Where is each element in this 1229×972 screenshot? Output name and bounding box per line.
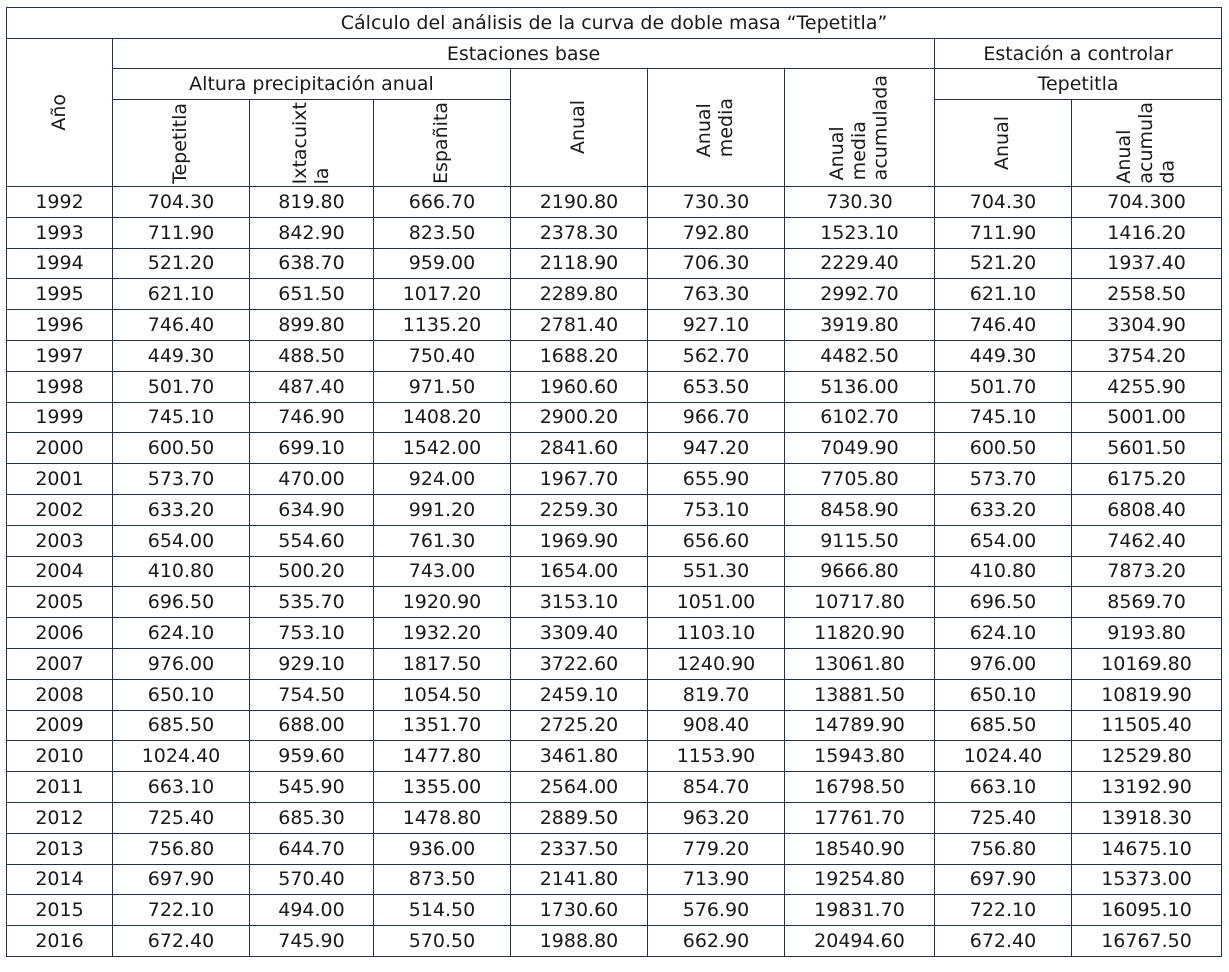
value-cell: 8569.70 (1072, 587, 1222, 618)
value-cell: 745.90 (250, 926, 374, 957)
value-cell: 514.50 (374, 895, 511, 926)
value-cell: 1355.00 (374, 772, 511, 803)
value-cell: 501.70 (935, 371, 1072, 402)
value-cell: 704.30 (935, 187, 1072, 218)
value-cell: 570.50 (374, 926, 511, 957)
table-row (7, 587, 1222, 618)
table-row (7, 310, 1222, 341)
annual-height-header: Altura precipitación anual (113, 69, 511, 100)
value-cell: 663.10 (935, 772, 1072, 803)
value-cell: 573.70 (113, 464, 250, 495)
value-cell: 6175.20 (1072, 464, 1222, 495)
value-cell: 666.70 (374, 187, 511, 218)
value-cell: 1920.90 (374, 587, 511, 618)
table-row (7, 279, 1222, 310)
value-cell: 7873.20 (1072, 556, 1222, 587)
value-cell: 10819.90 (1072, 679, 1222, 710)
value-cell: 1730.60 (511, 895, 648, 926)
table-row (7, 926, 1222, 957)
value-cell: 2141.80 (511, 864, 648, 895)
value-cell: 5136.00 (785, 371, 935, 402)
value-cell: 1135.20 (374, 310, 511, 341)
year-cell: 2012 (7, 802, 113, 833)
col-header-anual-media-acumulada: Anual media acumulada (785, 69, 935, 187)
value-cell: 545.90 (250, 772, 374, 803)
year-cell: 1999 (7, 402, 113, 433)
value-cell: 7705.80 (785, 464, 935, 495)
table-body (7, 187, 1222, 957)
value-cell: 573.70 (935, 464, 1072, 495)
value-cell: 792.80 (648, 217, 785, 248)
value-cell: 756.80 (935, 833, 1072, 864)
value-cell: 11505.40 (1072, 710, 1222, 741)
value-cell: 711.90 (113, 217, 250, 248)
col-header-anual-media: Anual media (648, 69, 785, 187)
value-cell: 14789.90 (785, 710, 935, 741)
value-cell: 947.20 (648, 433, 785, 464)
value-cell: 746.90 (250, 402, 374, 433)
year-cell: 1998 (7, 371, 113, 402)
value-cell: 725.40 (935, 802, 1072, 833)
table-row (7, 525, 1222, 556)
value-cell: 854.70 (648, 772, 785, 803)
table-row (7, 833, 1222, 864)
table-row (7, 556, 1222, 587)
value-cell: 9115.50 (785, 525, 935, 556)
year-cell: 2001 (7, 464, 113, 495)
value-cell: 1477.80 (374, 741, 511, 772)
value-cell: 2378.30 (511, 217, 648, 248)
year-cell: 2008 (7, 679, 113, 710)
value-cell: 2558.50 (1072, 279, 1222, 310)
value-cell: 521.20 (935, 248, 1072, 279)
value-cell: 656.60 (648, 525, 785, 556)
value-cell: 1937.40 (1072, 248, 1222, 279)
table-title: Cálculo del análisis de la curva de doble masa “Tepetitla” (7, 8, 1222, 39)
value-cell: 570.40 (250, 864, 374, 895)
table-row (7, 710, 1222, 741)
value-cell: 754.50 (250, 679, 374, 710)
value-cell: 3304.90 (1072, 310, 1222, 341)
value-cell: 1523.10 (785, 217, 935, 248)
col-header-control-anual: Anual (935, 100, 1072, 187)
table-row (7, 772, 1222, 803)
value-cell: 12529.80 (1072, 741, 1222, 772)
control-name-header: Tepetitla (935, 69, 1222, 100)
value-cell: 16798.50 (785, 772, 935, 803)
value-cell: 410.80 (113, 556, 250, 587)
value-cell: 746.40 (113, 310, 250, 341)
col-header-espanita: Españita (374, 100, 511, 187)
value-cell: 704.300 (1072, 187, 1222, 218)
base-stations-header: Estaciones base (113, 39, 935, 69)
value-cell: 663.10 (113, 772, 250, 803)
value-cell: 3722.60 (511, 648, 648, 679)
value-cell: 842.90 (250, 217, 374, 248)
value-cell: 10169.80 (1072, 648, 1222, 679)
value-cell: 600.50 (935, 433, 1072, 464)
value-cell: 633.20 (935, 494, 1072, 525)
year-cell: 2009 (7, 710, 113, 741)
value-cell: 7462.40 (1072, 525, 1222, 556)
year-cell: 2015 (7, 895, 113, 926)
value-cell: 745.10 (935, 402, 1072, 433)
col-header-tepetitla: Tepetitla (113, 100, 250, 187)
value-cell: 2900.20 (511, 402, 648, 433)
value-cell: 761.30 (374, 525, 511, 556)
value-cell: 4255.90 (1072, 371, 1222, 402)
value-cell: 500.20 (250, 556, 374, 587)
value-cell: 1416.20 (1072, 217, 1222, 248)
value-cell: 621.10 (113, 279, 250, 310)
year-cell: 2000 (7, 433, 113, 464)
value-cell: 655.90 (648, 464, 785, 495)
value-cell: 745.10 (113, 402, 250, 433)
year-cell: 2004 (7, 556, 113, 587)
col-header-anual: Anual (511, 69, 648, 187)
table-row (7, 217, 1222, 248)
value-cell: 494.00 (250, 895, 374, 926)
value-cell: 18540.90 (785, 833, 935, 864)
value-cell: 5601.50 (1072, 433, 1222, 464)
value-cell: 9666.80 (785, 556, 935, 587)
value-cell: 2459.10 (511, 679, 648, 710)
value-cell: 3919.80 (785, 310, 935, 341)
value-cell: 13881.50 (785, 679, 935, 710)
year-cell: 2003 (7, 525, 113, 556)
value-cell: 819.80 (250, 187, 374, 218)
year-header: Año (7, 39, 113, 187)
value-cell: 685.50 (113, 710, 250, 741)
table-row (7, 864, 1222, 895)
value-cell: 20494.60 (785, 926, 935, 957)
value-cell: 650.10 (935, 679, 1072, 710)
value-cell: 19254.80 (785, 864, 935, 895)
value-cell: 823.50 (374, 217, 511, 248)
year-cell: 1994 (7, 248, 113, 279)
value-cell: 722.10 (113, 895, 250, 926)
value-cell: 19831.70 (785, 895, 935, 926)
value-cell: 696.50 (113, 587, 250, 618)
year-cell: 2011 (7, 772, 113, 803)
value-cell: 697.90 (935, 864, 1072, 895)
table-row (7, 618, 1222, 649)
value-cell: 562.70 (648, 340, 785, 371)
value-cell: 1051.00 (648, 587, 785, 618)
value-cell: 706.30 (648, 248, 785, 279)
value-cell: 2564.00 (511, 772, 648, 803)
table-row (7, 464, 1222, 495)
value-cell: 13061.80 (785, 648, 935, 679)
value-cell: 927.10 (648, 310, 785, 341)
table-row (7, 433, 1222, 464)
value-cell: 3153.10 (511, 587, 648, 618)
value-cell: 2229.40 (785, 248, 935, 279)
value-cell: 2289.80 (511, 279, 648, 310)
value-cell: 634.90 (250, 494, 374, 525)
table-row (7, 802, 1222, 833)
value-cell: 2841.60 (511, 433, 648, 464)
table-row (7, 248, 1222, 279)
value-cell: 899.80 (250, 310, 374, 341)
control-station-header: Estación a controlar (935, 39, 1222, 69)
year-cell: 2016 (7, 926, 113, 957)
year-cell: 2006 (7, 618, 113, 649)
value-cell: 730.30 (785, 187, 935, 218)
value-cell: 672.40 (935, 926, 1072, 957)
value-cell: 14675.10 (1072, 833, 1222, 864)
value-cell: 535.70 (250, 587, 374, 618)
value-cell: 410.80 (935, 556, 1072, 587)
table-row (7, 371, 1222, 402)
value-cell: 624.10 (113, 618, 250, 649)
value-cell: 929.10 (250, 648, 374, 679)
value-cell: 1654.00 (511, 556, 648, 587)
value-cell: 17761.70 (785, 802, 935, 833)
value-cell: 15373.00 (1072, 864, 1222, 895)
value-cell: 688.00 (250, 710, 374, 741)
value-cell: 501.70 (113, 371, 250, 402)
value-cell: 449.30 (935, 340, 1072, 371)
year-cell: 1995 (7, 279, 113, 310)
value-cell: 1017.20 (374, 279, 511, 310)
value-cell: 600.50 (113, 433, 250, 464)
value-cell: 971.50 (374, 371, 511, 402)
table-row (7, 741, 1222, 772)
value-cell: 13918.30 (1072, 802, 1222, 833)
value-cell: 1960.60 (511, 371, 648, 402)
value-cell: 1024.40 (935, 741, 1072, 772)
value-cell: 873.50 (374, 864, 511, 895)
double-mass-table (6, 7, 1222, 957)
value-cell: 633.20 (113, 494, 250, 525)
value-cell: 2781.40 (511, 310, 648, 341)
value-cell: 15943.80 (785, 741, 935, 772)
value-cell: 638.70 (250, 248, 374, 279)
value-cell: 5001.00 (1072, 402, 1222, 433)
value-cell: 746.40 (935, 310, 1072, 341)
value-cell: 3754.20 (1072, 340, 1222, 371)
value-cell: 1988.80 (511, 926, 648, 957)
table-row (7, 340, 1222, 371)
value-cell: 1408.20 (374, 402, 511, 433)
value-cell: 521.20 (113, 248, 250, 279)
value-cell: 624.10 (935, 618, 1072, 649)
year-cell: 1993 (7, 217, 113, 248)
value-cell: 685.50 (935, 710, 1072, 741)
value-cell: 924.00 (374, 464, 511, 495)
value-cell: 10717.80 (785, 587, 935, 618)
value-cell: 743.00 (374, 556, 511, 587)
value-cell: 963.20 (648, 802, 785, 833)
value-cell: 554.60 (250, 525, 374, 556)
value-cell: 621.10 (935, 279, 1072, 310)
value-cell: 1153.90 (648, 741, 785, 772)
year-cell: 2005 (7, 587, 113, 618)
value-cell: 13192.90 (1072, 772, 1222, 803)
value-cell: 779.20 (648, 833, 785, 864)
table-row (7, 494, 1222, 525)
value-cell: 1969.90 (511, 525, 648, 556)
value-cell: 711.90 (935, 217, 1072, 248)
value-cell: 753.10 (250, 618, 374, 649)
value-cell: 650.10 (113, 679, 250, 710)
value-cell: 750.40 (374, 340, 511, 371)
value-cell: 753.10 (648, 494, 785, 525)
value-cell: 644.70 (250, 833, 374, 864)
value-cell: 756.80 (113, 833, 250, 864)
value-cell: 551.30 (648, 556, 785, 587)
value-cell: 713.90 (648, 864, 785, 895)
value-cell: 654.00 (935, 525, 1072, 556)
value-cell: 976.00 (113, 648, 250, 679)
year-cell: 2002 (7, 494, 113, 525)
value-cell: 1103.10 (648, 618, 785, 649)
year-cell: 1996 (7, 310, 113, 341)
value-cell: 1351.70 (374, 710, 511, 741)
year-cell: 2013 (7, 833, 113, 864)
year-cell: 1992 (7, 187, 113, 218)
value-cell: 1967.70 (511, 464, 648, 495)
year-cell: 1997 (7, 340, 113, 371)
value-cell: 1240.90 (648, 648, 785, 679)
value-cell: 699.10 (250, 433, 374, 464)
value-cell: 470.00 (250, 464, 374, 495)
value-cell: 936.00 (374, 833, 511, 864)
value-cell: 576.90 (648, 895, 785, 926)
table-row (7, 895, 1222, 926)
value-cell: 697.90 (113, 864, 250, 895)
value-cell: 959.60 (250, 741, 374, 772)
value-cell: 991.20 (374, 494, 511, 525)
value-cell: 8458.90 (785, 494, 935, 525)
year-cell: 2010 (7, 741, 113, 772)
value-cell: 2992.70 (785, 279, 935, 310)
value-cell: 4482.50 (785, 340, 935, 371)
value-cell: 654.00 (113, 525, 250, 556)
value-cell: 704.30 (113, 187, 250, 218)
value-cell: 3309.40 (511, 618, 648, 649)
value-cell: 2889.50 (511, 802, 648, 833)
value-cell: 1817.50 (374, 648, 511, 679)
value-cell: 6102.70 (785, 402, 935, 433)
value-cell: 11820.90 (785, 618, 935, 649)
value-cell: 2118.90 (511, 248, 648, 279)
value-cell: 2725.20 (511, 710, 648, 741)
table-row (7, 187, 1222, 218)
value-cell: 1542.00 (374, 433, 511, 464)
value-cell: 2337.50 (511, 833, 648, 864)
table-row (7, 679, 1222, 710)
value-cell: 7049.90 (785, 433, 935, 464)
value-cell: 16095.10 (1072, 895, 1222, 926)
value-cell: 488.50 (250, 340, 374, 371)
value-cell: 730.30 (648, 187, 785, 218)
year-cell: 2014 (7, 864, 113, 895)
col-header-control-acumulada: Anual acumula da (1072, 100, 1222, 187)
value-cell: 685.30 (250, 802, 374, 833)
value-cell: 1478.80 (374, 802, 511, 833)
value-cell: 449.30 (113, 340, 250, 371)
value-cell: 487.40 (250, 371, 374, 402)
value-cell: 966.70 (648, 402, 785, 433)
value-cell: 2190.80 (511, 187, 648, 218)
value-cell: 9193.80 (1072, 618, 1222, 649)
value-cell: 722.10 (935, 895, 1072, 926)
year-cell: 2007 (7, 648, 113, 679)
value-cell: 651.50 (250, 279, 374, 310)
value-cell: 1024.40 (113, 741, 250, 772)
value-cell: 976.00 (935, 648, 1072, 679)
value-cell: 2259.30 (511, 494, 648, 525)
value-cell: 653.50 (648, 371, 785, 402)
value-cell: 819.70 (648, 679, 785, 710)
value-cell: 1054.50 (374, 679, 511, 710)
value-cell: 763.30 (648, 279, 785, 310)
value-cell: 16767.50 (1072, 926, 1222, 957)
value-cell: 1932.20 (374, 618, 511, 649)
value-cell: 3461.80 (511, 741, 648, 772)
value-cell: 6808.40 (1072, 494, 1222, 525)
value-cell: 662.90 (648, 926, 785, 957)
value-cell: 672.40 (113, 926, 250, 957)
table-row (7, 402, 1222, 433)
col-header-ixtacuixtla: Ixtacuixt la (250, 100, 374, 187)
value-cell: 725.40 (113, 802, 250, 833)
value-cell: 696.50 (935, 587, 1072, 618)
table-row (7, 648, 1222, 679)
value-cell: 1688.20 (511, 340, 648, 371)
value-cell: 959.00 (374, 248, 511, 279)
value-cell: 908.40 (648, 710, 785, 741)
